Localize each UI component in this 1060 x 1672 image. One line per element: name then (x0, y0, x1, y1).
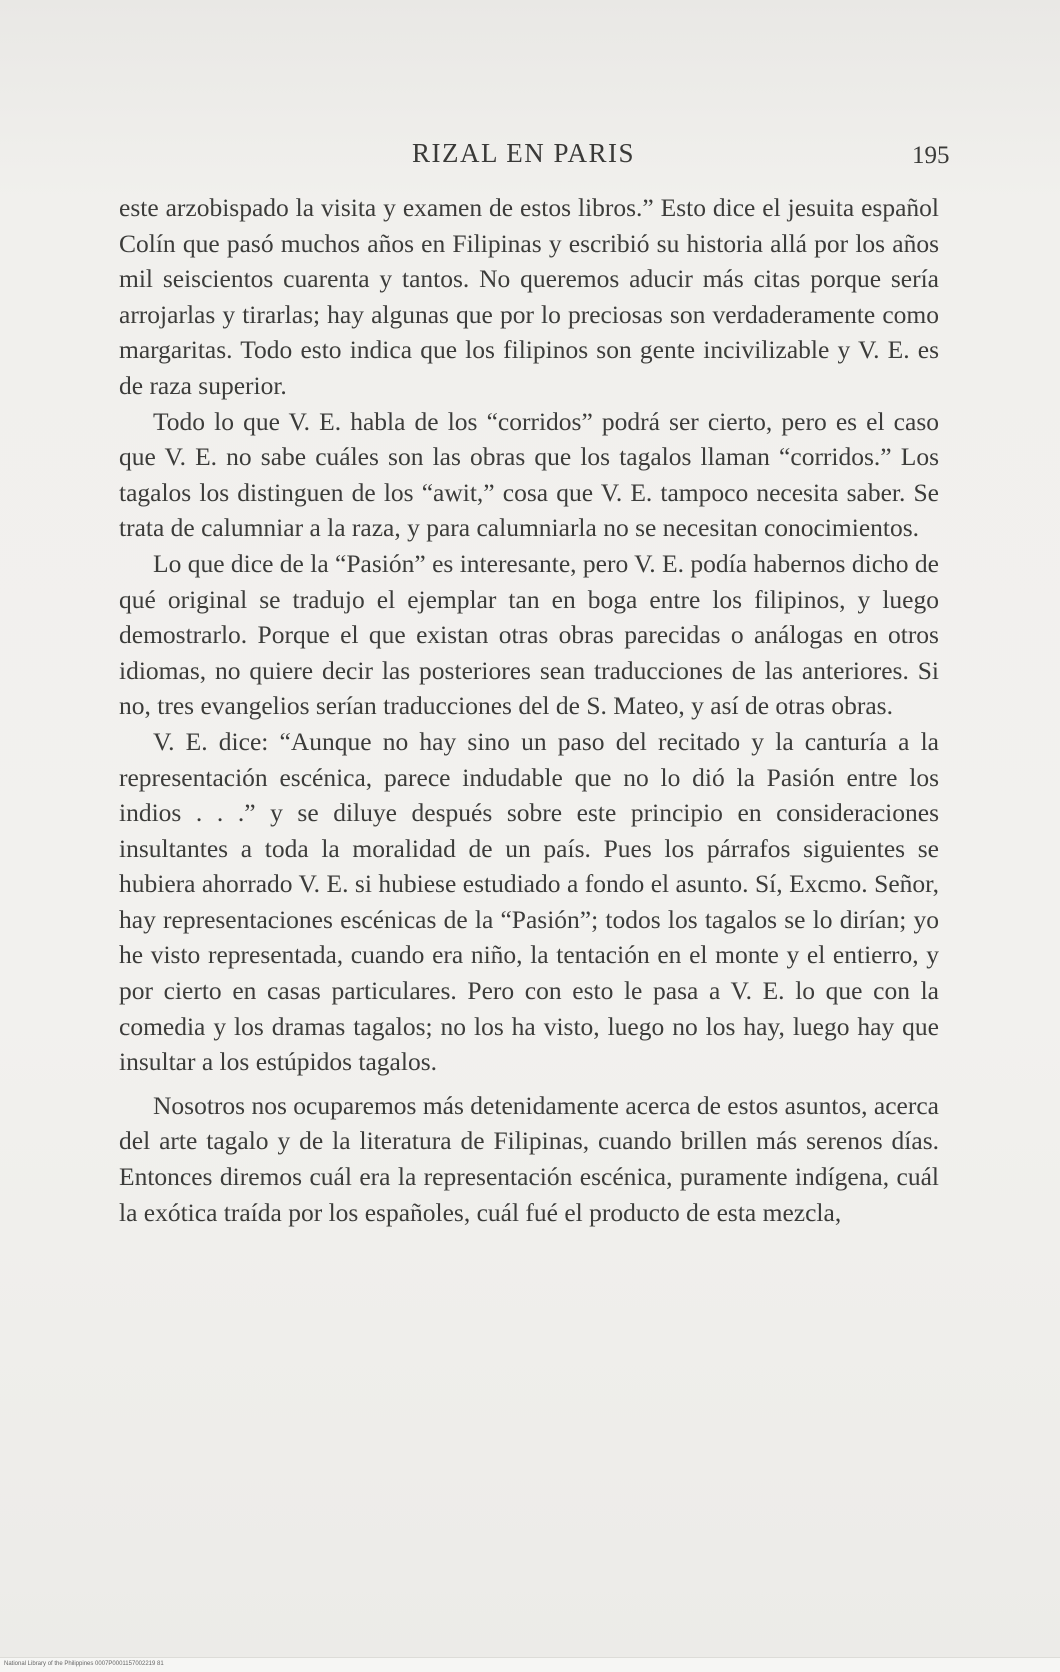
paragraph-representacion: V. E. dice: “Aunque no hay sino un paso del recitado y la canturía a la representación escénica, parece indudable que no lo dió la Pasión entre los indios . . .” y se diluye después sobre este principio en consideraciones insultantes a toda la moralidad de un país. Pues los párrafos siguientes se hubiera ahorrado V. E. si hubiese estudiado a fondo el asunto. Sí, Excmo. Señor, hay representaciones escénicas de la “Pasión”; todos los tagalos se lo dirían; yo he visto representada, cuando era niño, la tentación en el monte y el entierro, y por cierto en casas particulares. Pero con esto le pasa a V. E. lo que con la comedia y los dramas tagalos; no los ha visto, luego no los hay, luego hay que insultar a los estúpidos tagalos. (119, 726, 939, 1077)
scan-footer (0, 1657, 1060, 1672)
body-text (119, 190, 939, 1230)
paragraph-pasion: Lo que dice de la “Pasión” es interesante, pero V. E. podía habernos dicho de qué original se tradujo el ejemplar tan en boga entre los filipinos, y luego demostrarlo. Porque el que existan otras obras parecidas o análogas en otros idiomas, no quiere decir las posteriores sean traducciones de las anteriores. Si no, tres evangelios serían traducciones del de S. Mateo, y así de otras obras. (119, 548, 939, 721)
paragraph-nosotros: Nosotros nos ocuparemos más detenidamente acerca de estos asuntos, acerca del arte tagalo y de la literatura de Filipinas, cuando brillen más serenos días. Entonces diremos cuál era la representación escénica, puramente indígena, cuál la exótica traída por los españoles, cuál fué el producto de esta mezcla, (119, 1090, 939, 1227)
running-header (0, 138, 1060, 178)
running-title: RIZAL EN PARIS (412, 138, 636, 168)
page-number: 195 (912, 142, 950, 169)
paragraph-corridos: Todo lo que V. E. habla de los “corridos” podrá ser cierto, pero es el caso que V. E. no sabe cuáles son las obras que los tagalos llaman “corridos.” Los tagalos los distinguen de los “awit,” cosa que V. E. tampoco necesita saber. Se trata de calumniar a la raza, y para calumniarla no se necesitan conocimientos. (119, 406, 939, 543)
scan-footer-text: National Library of the Philippines 0007P0001157002219 81 (4, 1661, 164, 1667)
paragraph-continued: este arzobispado la visita y examen de estos libros.” Esto dice el jesuita español Colín que pasó muchos años en Filipinas y escribió su historia allá por los años mil seiscientos cuarenta y tantos. No queremos aducir más citas porque sería arrojarlas y tirarlas; hay algunas que por lo preciosas son verdaderamente como margaritas. Todo esto indica que los filipinos son gente incivilizable y V. E. es de raza superior. (119, 193, 939, 400)
